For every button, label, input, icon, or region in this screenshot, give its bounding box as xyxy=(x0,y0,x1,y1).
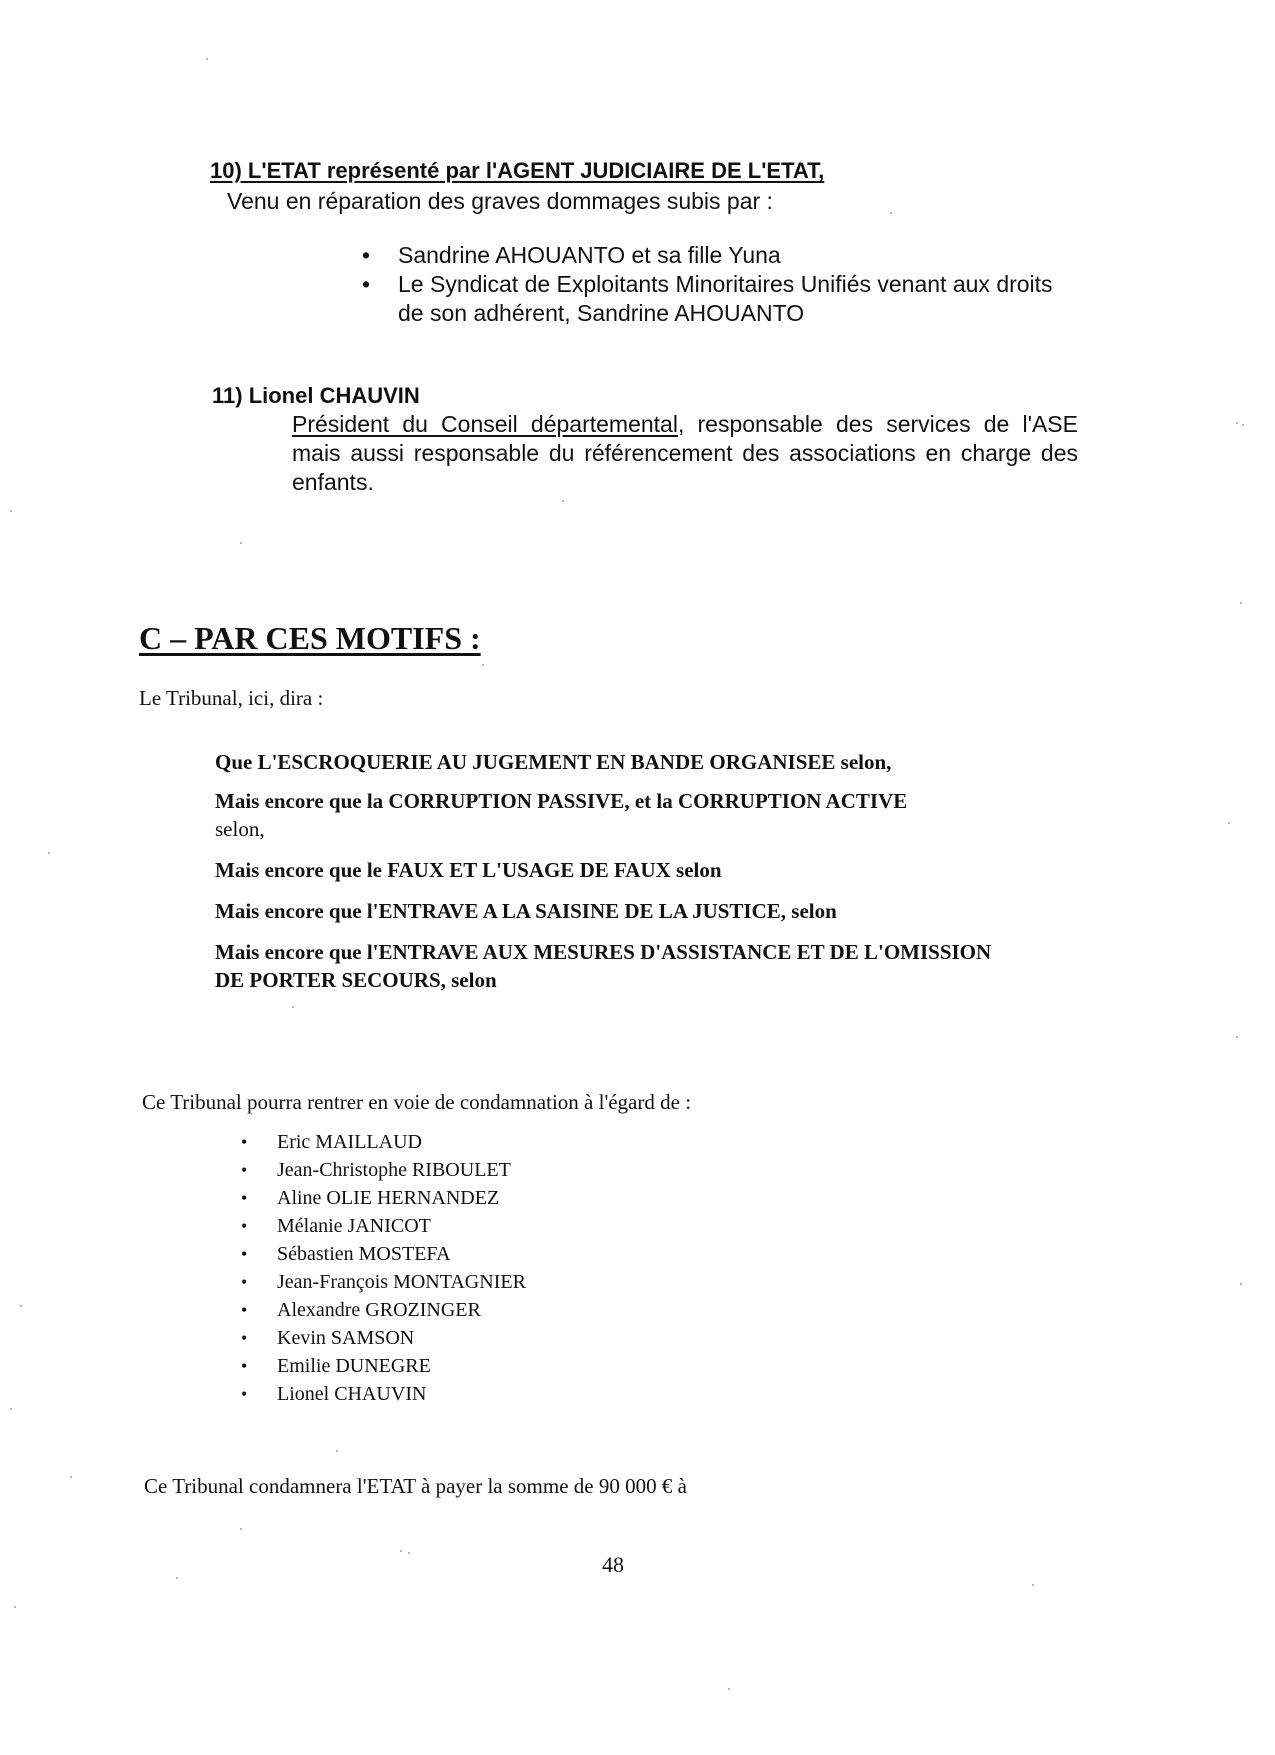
scan-speck xyxy=(1240,602,1242,604)
bullet-icon: • xyxy=(241,1132,248,1152)
list-item: • Jean-François MONTAGNIER xyxy=(277,1268,777,1296)
scan-speck xyxy=(562,500,564,502)
bullet-icon: • xyxy=(241,1216,248,1236)
bullet-icon: • xyxy=(241,1300,248,1320)
section-title: C – PAR CES MOTIFS : xyxy=(139,620,481,656)
section-11-description: , responsable des services de l'ASE mais aussi responsable du référencement des associations en charge des enfants. xyxy=(292,411,1078,495)
bullet-icon: • xyxy=(241,1160,248,1180)
list-item: • Sandrine AHOUANTO et sa fille Yuna xyxy=(362,242,781,268)
scan-speck xyxy=(292,1006,294,1008)
scan-speck xyxy=(890,212,892,214)
clause-2-suffix: selon, xyxy=(215,817,265,841)
scan-speck xyxy=(20,1305,22,1307)
scan-speck xyxy=(1236,422,1238,424)
president-role: Président du Conseil départemental xyxy=(292,411,678,437)
final-sentence: Ce Tribunal condamnera l'ETAT à payer la somme de 90 000 € à xyxy=(144,1474,687,1498)
scan-speck xyxy=(1242,424,1244,426)
scan-speck xyxy=(14,1606,16,1608)
tribunal-intro: Le Tribunal, ici, dira : xyxy=(139,686,324,710)
bullet-icon: • xyxy=(241,1272,248,1292)
scan-speck xyxy=(1236,1036,1238,1038)
list-item: • Le Syndicat de Exploitants Minoritaires Unifiés venant aux droits de son adhérent, Sandrine AHOUANTO xyxy=(362,271,1053,326)
clause-1: Que L'ESCROQUERIE AU JUGEMENT EN BANDE ORGANISEE selon, xyxy=(215,750,892,774)
list-item: • Lionel CHAUVIN xyxy=(277,1380,777,1408)
scan-speck xyxy=(240,542,242,544)
scan-speck xyxy=(400,1550,402,1552)
scan-speck xyxy=(1032,1584,1034,1586)
scan-speck xyxy=(176,1577,178,1579)
list-item: • Kevin SAMSON xyxy=(277,1324,777,1352)
scan-speck xyxy=(206,58,208,60)
list-item: • Eric MAILLAUD xyxy=(277,1128,777,1156)
scan-speck xyxy=(10,510,12,512)
section-11-heading: 11) Lionel CHAUVIN xyxy=(212,383,420,408)
scan-speck xyxy=(70,1476,72,1478)
list-item: • Alexandre GROZINGER xyxy=(277,1296,777,1324)
scan-speck xyxy=(10,1408,12,1410)
scan-speck xyxy=(408,1552,410,1554)
section-10-intro: Venu en réparation des graves dommages subis par : xyxy=(227,188,773,214)
bullet-icon: • xyxy=(241,1384,248,1404)
section-11-paragraph xyxy=(292,410,1078,497)
list-item: • Jean-Christophe RIBOULET xyxy=(277,1156,777,1184)
bullet-icon: • xyxy=(362,242,371,268)
scan-speck xyxy=(1240,1283,1242,1285)
list-item: • Aline OLIE HERNANDEZ xyxy=(277,1184,777,1212)
list-item: • Emilie DUNEGRE xyxy=(277,1352,777,1380)
bullet-icon: • xyxy=(241,1244,248,1264)
list-item: • Sébastien MOSTEFA xyxy=(277,1240,777,1268)
bullet-icon: • xyxy=(241,1328,248,1348)
defendants-list xyxy=(241,1128,777,1408)
scan-speck xyxy=(728,1688,730,1690)
clause-3: Mais encore que le FAUX ET L'USAGE DE FAUX selon xyxy=(215,858,722,882)
clause-5: Mais encore que l'ENTRAVE AUX MESURES D'ASSISTANCE ET DE L'OMISSION DE PORTER SECOURS, selon xyxy=(215,940,992,992)
bullet-icon: • xyxy=(241,1188,248,1208)
bullet-icon: • xyxy=(241,1356,248,1376)
bullet-icon: • xyxy=(362,271,371,297)
condemnation-intro: Ce Tribunal pourra rentrer en voie de condamnation à l'égard de : xyxy=(142,1090,692,1114)
page-number: 48 xyxy=(602,1552,624,1577)
scan-speck xyxy=(482,664,484,666)
section-10-heading: 10) L'ETAT représenté par l'AGENT JUDICIAIRE DE L'ETAT, xyxy=(210,158,825,183)
scan-speck xyxy=(336,1450,338,1452)
section-10-list xyxy=(362,241,1058,328)
clause-2: Mais encore que la CORRUPTION PASSIVE, et la CORRUPTION ACTIVE xyxy=(215,789,908,813)
list-item: • Mélanie JANICOT xyxy=(277,1212,777,1240)
clause-4: Mais encore que l'ENTRAVE A LA SAISINE DE LA JUSTICE, selon xyxy=(215,899,837,923)
scan-speck xyxy=(48,852,50,854)
scan-speck xyxy=(1228,822,1230,824)
scan-speck xyxy=(240,1528,242,1530)
